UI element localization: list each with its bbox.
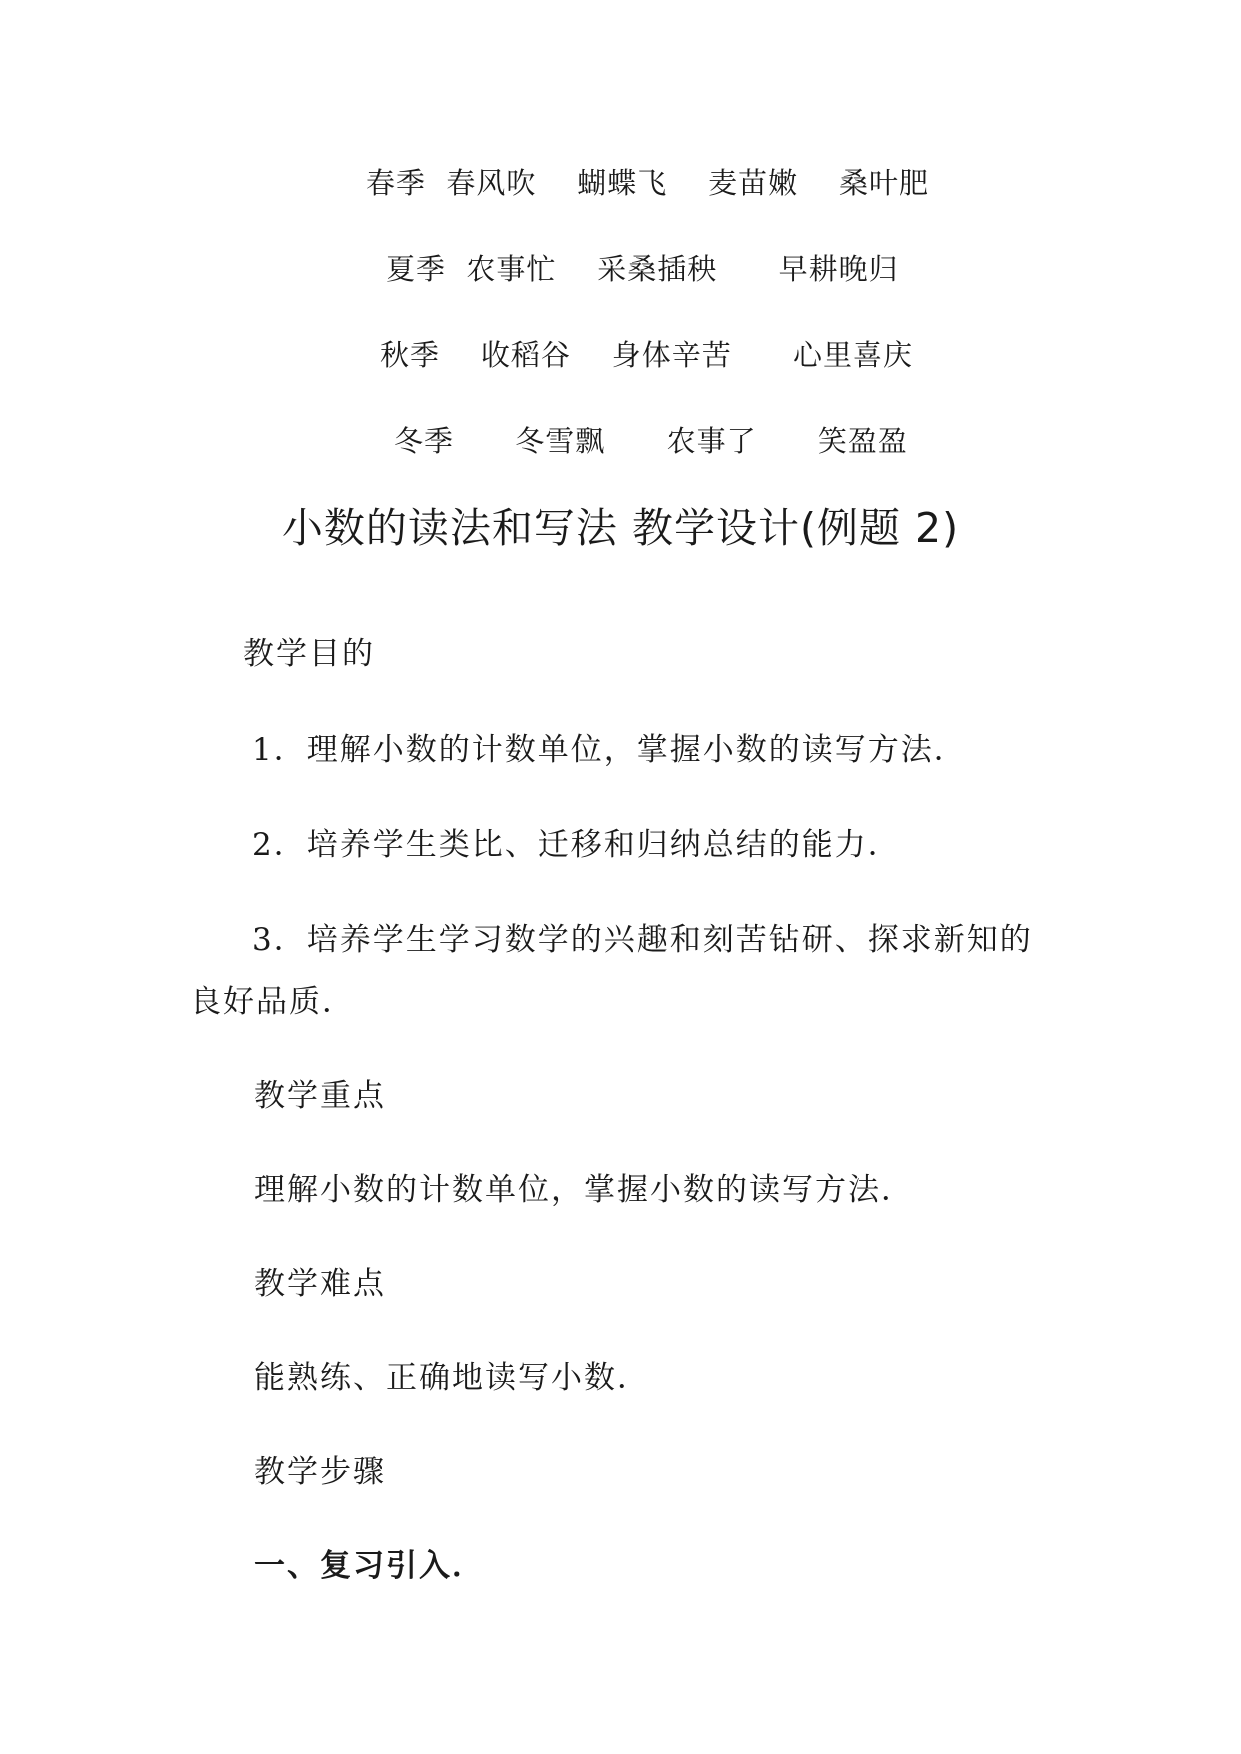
poem-line-spring: 春季 春风吹 蝴蝶飞 麦苗嫩 桑叶肥 [366, 166, 930, 200]
objective-item-3-line-2: 良好品质． [190, 984, 355, 1020]
document-title: 小数的读法和写法 教学设计(例题 2) [281, 504, 960, 552]
poem-line-winter: 冬季 冬雪飘 农事了 笑盈盈 [394, 424, 908, 458]
objective-item-3-line-1: 3．培养学生学习数学的兴趣和刻苦钻研、探求新知的 [252, 922, 1033, 958]
objectives-heading: 教学目的 [243, 636, 375, 672]
difficulty-text: 能熟练、正确地读写小数． [254, 1360, 650, 1396]
steps-section-1-heading: 一、复习引入． [254, 1548, 485, 1584]
objective-item-2: 2．培养学生类比、迁移和归纳总结的能力． [252, 827, 901, 863]
steps-heading: 教学步骤 [254, 1454, 386, 1490]
poem-line-autumn: 秋季 收稻谷 身体辛苦 心里喜庆 [380, 338, 914, 372]
objective-item-1: 1．理解小数的计数单位，掌握小数的读写方法． [252, 732, 967, 768]
poem-line-summer: 夏季 农事忙 采桑插秧 早耕晚归 [386, 252, 899, 286]
key-point-text: 理解小数的计数单位，掌握小数的读写方法． [254, 1172, 914, 1208]
difficulty-heading: 教学难点 [254, 1266, 386, 1302]
key-point-heading: 教学重点 [254, 1078, 386, 1114]
